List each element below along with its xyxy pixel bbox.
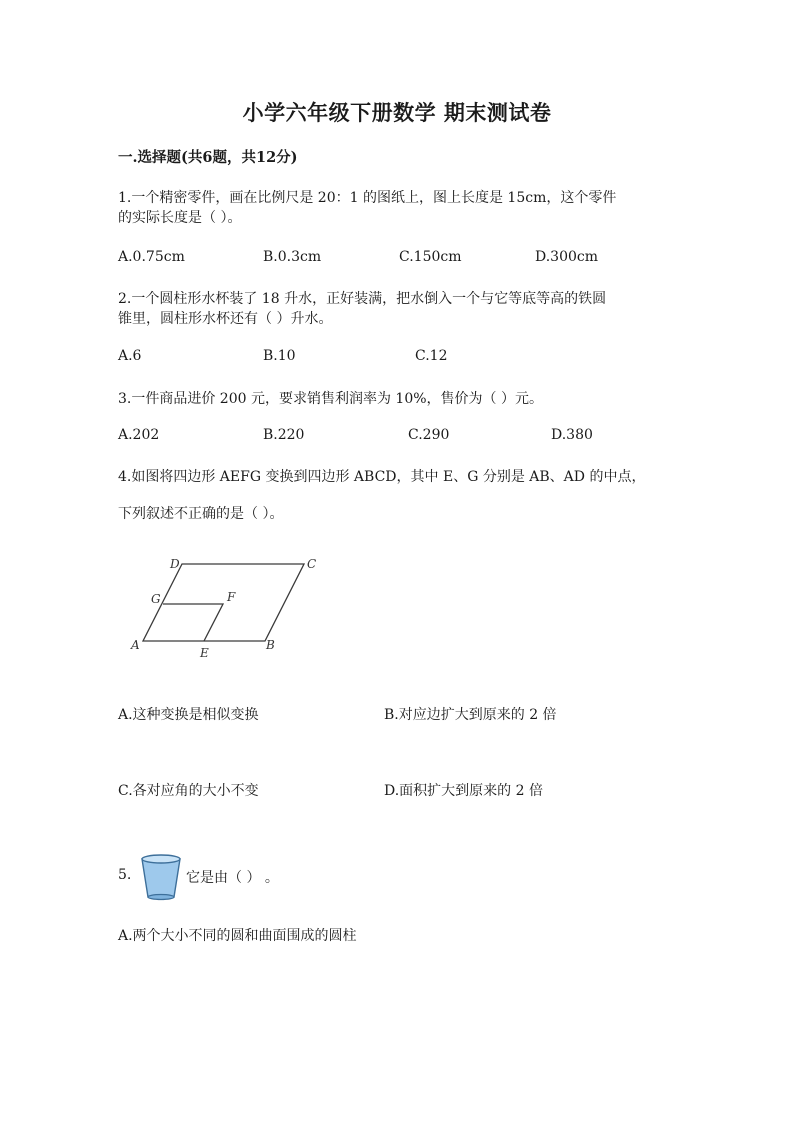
question-1-line-1: 1.一个精密零件，画在比例尺是 20：1 的图纸上，图上长度是 15cm，这个零件 <box>118 190 617 206</box>
label-b: B <box>266 638 275 652</box>
question-4-line-1: 4.如图将四边形 AEFG 变换到四边形 ABCD，其中 E、G 分别是 AB、AD 的中点， <box>118 469 646 485</box>
question-5-number: 5. <box>118 867 132 883</box>
label-a: A <box>131 638 140 652</box>
label-f: F <box>227 590 236 604</box>
parallelogram-figure <box>120 550 330 662</box>
label-e: E <box>200 646 209 660</box>
cup-icon <box>138 852 184 902</box>
question-5-text: 它是由（ ） 。 <box>186 870 279 886</box>
question-3-option-d: D.380 <box>551 427 593 443</box>
page-title: 小学六年级下册数学 期末测试卷 <box>242 100 552 125</box>
label-g: G <box>151 592 161 606</box>
question-2-option-c: C.12 <box>415 348 448 364</box>
question-3-option-c: C.290 <box>408 427 450 443</box>
question-5-option-a: A.两个大小不同的圆和曲面围成的圆柱 <box>118 928 357 944</box>
question-2-option-b: B.10 <box>263 348 296 364</box>
question-2-option-a: A.6 <box>118 348 142 364</box>
cup-rim <box>142 855 180 863</box>
question-3-line-1: 3.一件商品进价 200 元，要求销售利润率为 10%，售价为（ ）元。 <box>118 391 543 407</box>
question-4-option-b: B.对应边扩大到原来的 2 倍 <box>384 707 557 723</box>
question-1-option-d: D.300cm <box>535 249 599 265</box>
question-1-option-c: C.150cm <box>399 249 462 265</box>
section-heading: 一.选择题(共6题，共12分) <box>118 149 298 166</box>
question-3-option-b: B.220 <box>263 427 305 443</box>
label-c: C <box>307 557 317 571</box>
question-4-option-a: A.这种变换是相似变换 <box>118 707 259 723</box>
parallelogram-aefg-edges <box>163 604 223 641</box>
parallelogram-abcd <box>143 564 304 641</box>
question-4-option-d: D.面积扩大到原来的 2 倍 <box>384 783 543 799</box>
cup-body <box>142 859 180 897</box>
question-2-line-2: 锥里，圆柱形水杯还有（ ）升水。 <box>118 311 333 327</box>
question-1-line-2: 的实际长度是（ ）。 <box>118 210 242 226</box>
label-d: D <box>170 557 180 571</box>
question-4-line-2: 下列叙述不正确的是（ ）。 <box>118 506 284 522</box>
question-1-option-b: B.0.3cm <box>263 249 322 265</box>
question-3-option-a: A.202 <box>118 427 160 443</box>
cup-base <box>148 895 174 900</box>
question-4-option-c: C.各对应角的大小不变 <box>118 783 259 799</box>
question-2-line-1: 2.一个圆柱形水杯装了 18 升水，正好装满，把水倒入一个与它等底等高的铁圆 <box>118 291 607 307</box>
question-1-option-a: A.0.75cm <box>118 249 185 265</box>
figure-lines <box>143 564 304 641</box>
